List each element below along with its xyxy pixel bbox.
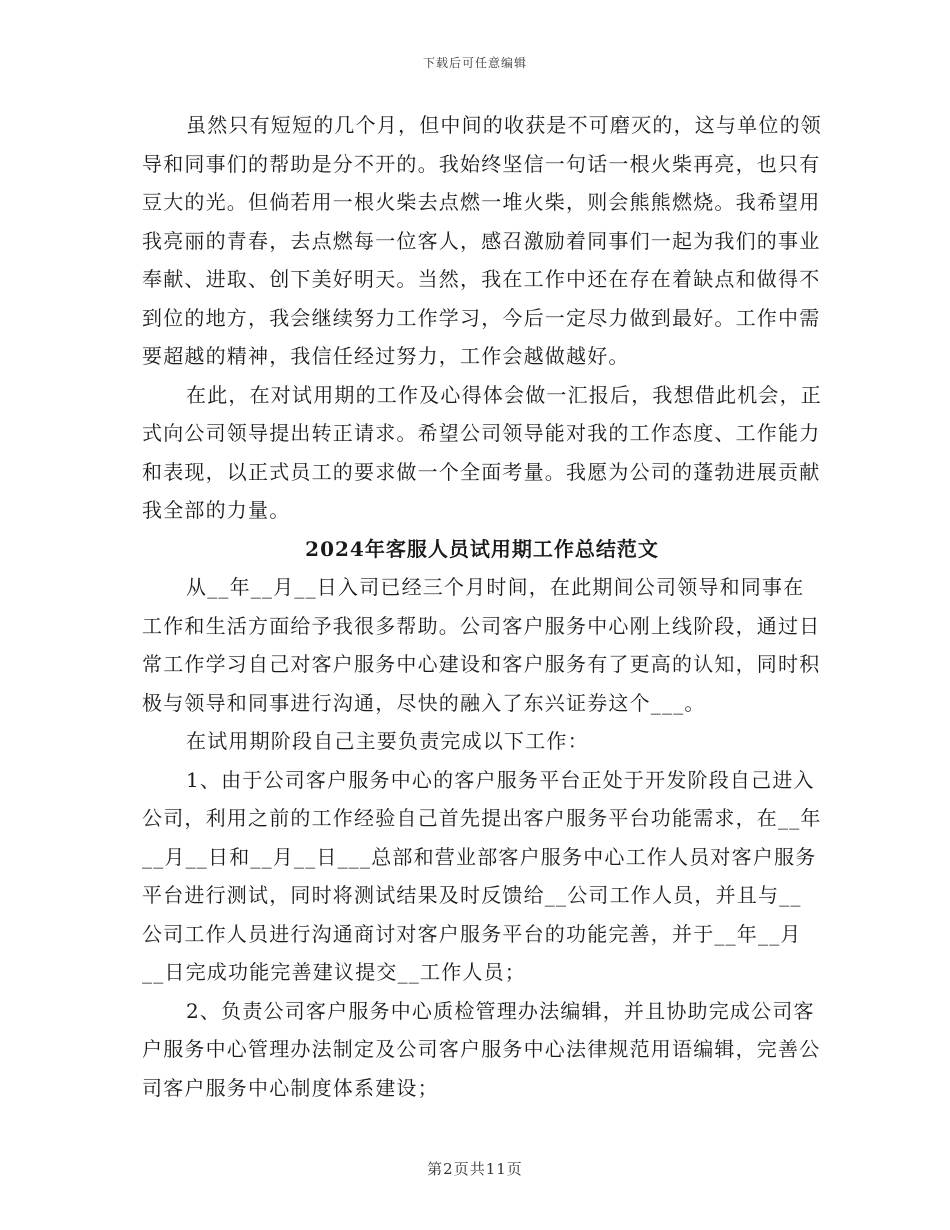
section-title: 2024年客服人员试用期工作总结范文 bbox=[305, 536, 659, 561]
paragraph-6: 2、负责公司客户服务中心质检管理办法编辑，并且协助完成公司客户服务中心管理办法制定及公司客户服务中心法律规范用语编辑，完善公司客户服务中心制度体系建设； bbox=[142, 998, 821, 1100]
paragraph-2: 在此，在对试用期的工作及心得体会做一汇报后，我想借此机会，正式向公司领导提出转正请求。希望公司领导能对我的工作态度、工作能力和表现，以正式员工的要求做一个全面考量。我愿为公司的蓬勃进展贡献我全部的力量。 bbox=[142, 382, 822, 522]
paragraph-3: 从__年__月__日入司已经三个月时间，在此期间公司领导和同事在工作和生活方面给予我很多帮助。公司客户服务中心刚上线阶段，通过日常工作学习自己对客户服务中心建设和客户服务有了更高的认知，同时积极与领导和同事进行沟通，尽快的融入了东兴证券这个___。 bbox=[142, 575, 821, 715]
document-body bbox=[142, 106, 822, 1107]
paragraph-4: 在试用期阶段自己主要负责完成以下工作： bbox=[186, 729, 589, 753]
page-indicator: 第2页共11页 bbox=[427, 1160, 523, 1178]
paragraph-1: 虽然只有短短的几个月，但中间的收获是不可磨灭的，这与单位的领导和同事们的帮助是分不开的。我始终坚信一句话一根火柴再亮，也只有豆大的光。但倘若用一根火柴去点燃一堆火柴，则会熊熊燃烧。我希望用我亮丽的青春，去点燃每一位客人，感召激励着同事们一起为我们的事业奉献、进取、创下美好明天。当然，我在工作中还在存在着缺点和做得不到位的地方，我会继续努力工作学习，今后一定尽力做到最好。工作中需要超越的精神，我信任经过努力，工作会越做越好。 bbox=[142, 113, 822, 368]
header-note: 下载后可任意编辑 bbox=[422, 56, 527, 70]
paragraph-5: 1、由于公司客户服务中心的客户服务平台正处于开发阶段自己进入公司，利用之前的工作经验自己首先提出客户服务平台功能需求，在__年__月__日和__月__日___总部和营业部客户服务中心工作人员对客户服务平台进行测试，同时将测试结果及时反馈给__公司工作人员，并且与__公司工作人员进行沟通商讨对客户服务平台的功能完善，并于__年__月__日完成功能完善建议提交__工作人员； bbox=[142, 767, 822, 984]
